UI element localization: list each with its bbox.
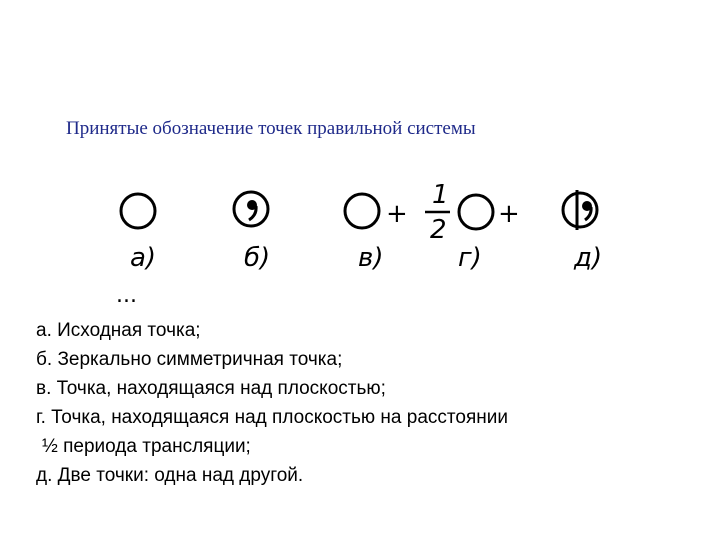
symbol-v-plus-sign: + [386, 199, 408, 229]
symbol-d-label: д) [574, 243, 603, 273]
symbol-a-label: а) [130, 243, 157, 273]
ellipsis: ... [116, 283, 137, 308]
legend-item-g: г. Точка, находящаяся над плоскостью на расстоянии [36, 407, 508, 428]
symbol-b-label: б) [244, 243, 271, 273]
legend-item-v: в. Точка, находящаяся над плоскостью; [36, 378, 386, 399]
symbol-v-circle-plus [345, 194, 379, 228]
symbol-g-plus-sign: + [498, 199, 520, 229]
symbol-a-circle [121, 194, 155, 228]
legend-item-b: б. Зеркально симметричная точка; [36, 349, 343, 370]
symbol-g-label: г) [458, 243, 482, 273]
legend-item-g-continuation: ½ периода трансляции; [42, 436, 251, 457]
legend-list [36, 316, 508, 490]
symbol-g-denominator: 2 [430, 215, 447, 245]
diagram-title: Принятые обозначение точек правильной системы [66, 118, 476, 139]
symbol-v-label: в) [358, 243, 384, 273]
legend-item-a: а. Исходная точка; [36, 320, 201, 341]
symbol-d-split-circle-comma [563, 190, 597, 230]
symbol-g-numerator: 1 [432, 180, 449, 210]
symbol-b-circle-comma [234, 192, 268, 226]
legend-item-d: д. Две точки: одна над другой. [36, 465, 304, 486]
